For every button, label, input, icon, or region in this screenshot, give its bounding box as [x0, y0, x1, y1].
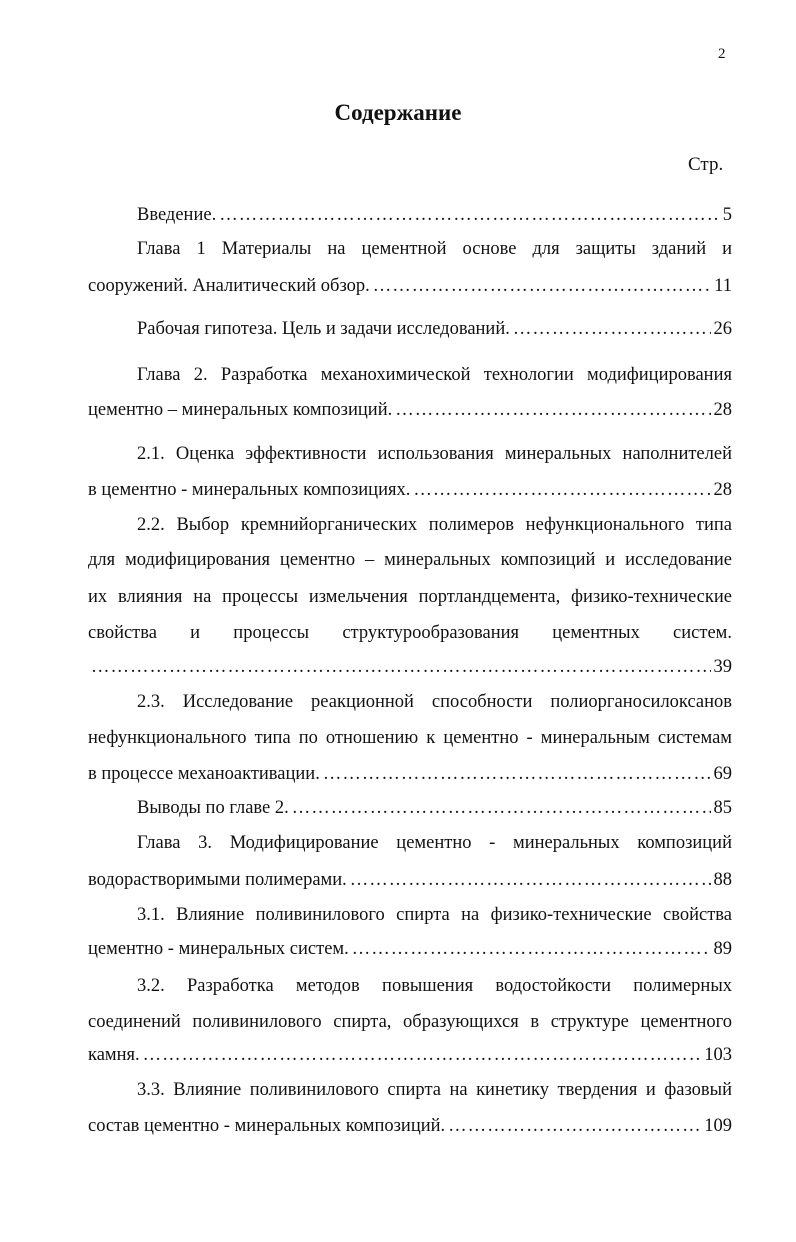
toc-entry-text: Рабочая гипотеза. Цель и задачи исследований. [137, 319, 510, 339]
toc-entry-text: сооружений. Аналитический обзор. [88, 276, 370, 296]
toc-line: Глава 2. Разработка механохимической технологии модифицирования [137, 365, 732, 385]
toc-page-number: 88 [713, 870, 732, 890]
toc-line: Глава 1 Материалы на цементной основе для защиты зданий и [137, 239, 732, 259]
toc-entry-text: в цементно - минеральных композициях. [88, 480, 411, 500]
toc-entry [88, 762, 732, 786]
toc-entry [88, 1043, 732, 1067]
toc-page-number: 11 [714, 276, 732, 296]
toc-entry [88, 398, 732, 422]
toc-page-number: 26 [713, 319, 732, 339]
toc-page-number: 28 [713, 480, 732, 500]
toc-page-number: 89 [713, 939, 732, 959]
toc-entry-text: в процессе механоактивации. [88, 764, 320, 784]
toc-page-number: 39 [713, 657, 732, 677]
page-number: 2 [718, 46, 726, 62]
leader-dots [448, 1114, 701, 1138]
toc-entry-text: Введение. [137, 205, 217, 225]
toc-page-number: 28 [713, 400, 732, 420]
leader-dots [323, 762, 711, 786]
toc-entry-text: цементно - минеральных систем. [88, 939, 349, 959]
toc-page-number: 5 [722, 205, 732, 225]
toc-line: для модифицирования цементно – минеральных композиций и исследование [88, 550, 732, 570]
toc-entry-text: цементно – минеральных композиций. [88, 400, 393, 420]
toc-line: соединений поливинилового спирта, образующихся в структуре цементного [88, 1012, 732, 1032]
toc-line: нефункционального типа по отношению к цементно - минеральным системам [88, 728, 732, 748]
toc-entry [137, 796, 732, 820]
toc-entry [88, 937, 732, 961]
toc-line: 3.1. Влияние поливинилового спирта на физико-технические свойства [137, 905, 732, 925]
toc-entry [88, 478, 732, 502]
leader-dots [292, 796, 711, 820]
leader-dots [413, 478, 710, 502]
toc-page-number: 69 [713, 764, 732, 784]
toc-line: 3.2. Разработка методов повышения водостойкости полимерных [137, 976, 732, 996]
toc-entry [88, 1114, 732, 1138]
leader-dots [350, 868, 711, 892]
toc-line: 2.2. Выбор кремнийорганических полимеров нефункционального типа [137, 515, 732, 535]
toc-entry [88, 868, 732, 892]
leader-dots [91, 655, 711, 679]
toc-line: 3.3. Влияние поливинилового спирта на кинетику твердения и фазовый [137, 1080, 732, 1100]
leader-dots [513, 317, 711, 341]
toc-entry [88, 274, 732, 298]
toc-entry-text: камня. [88, 1045, 140, 1065]
toc-entry [88, 655, 732, 679]
leader-dots [395, 398, 710, 422]
toc-entry-text: состав цементно - минеральных композиций. [88, 1116, 446, 1136]
toc-line: 2.3. Исследование реакционной способности полиорганосилоксанов [137, 692, 732, 712]
toc-entry [137, 203, 732, 227]
leader-dots [219, 203, 720, 227]
page-title: Содержание [334, 100, 462, 125]
toc-entry-text: водорастворимыми полимерами. [88, 870, 347, 890]
toc-line: 2.1. Оценка эффективности использования минеральных наполнителей [137, 444, 732, 464]
leader-dots [143, 1043, 702, 1067]
toc-line: Глава 3. Модифицирование цементно - минеральных композиций [137, 833, 732, 853]
toc-page-number: 103 [704, 1045, 732, 1065]
toc-entry-text: Выводы по главе 2. [137, 798, 289, 818]
toc-page-number: 109 [704, 1116, 732, 1136]
leader-dots [373, 274, 711, 298]
toc-line: их влияния на процессы измельчения портландцемента, физико-технические [88, 587, 732, 607]
leader-dots [352, 937, 711, 961]
toc-page-number: 85 [713, 798, 732, 818]
toc-line: свойства и процессы структурообразования цементных систем. [88, 623, 732, 643]
toc-entry [137, 317, 732, 341]
page-column-label: Стр. [688, 154, 724, 175]
